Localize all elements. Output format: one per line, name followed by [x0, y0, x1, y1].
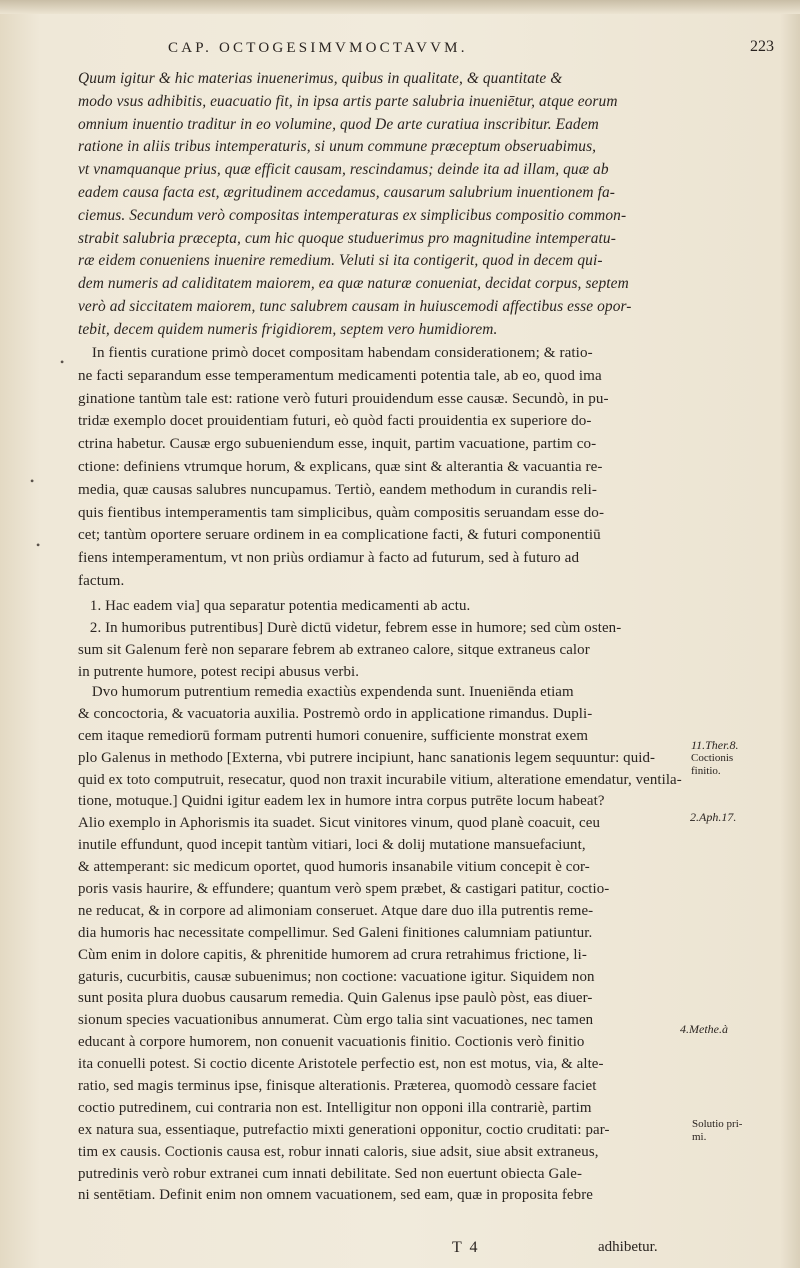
margin-mark: •	[36, 538, 41, 552]
text-line: & concoctoria, & vacuatoria auxilia. Postremò ordo in applicatione rimandus. Dupli-	[78, 705, 593, 722]
commentary-first	[78, 342, 686, 593]
main-text-italic	[78, 68, 686, 342]
text-line: in putrente humore, potest recipi abusus verbi.	[78, 663, 360, 680]
text-line: tebit, decem quidem numeris frigidiorem, septem vero humidiorem.	[78, 320, 498, 338]
text-line: ratio, sed magis terminus ipse, finisque alterationis. Præterea, quomodò cessare faciet	[78, 1078, 597, 1095]
text-line: fiens intemperamentum, vt non priùs ordiamur à facto ad futurum, sed à futuro ad	[78, 549, 580, 567]
marginal-note-aph: 2.Aph.17.	[690, 810, 737, 824]
commentary-second	[78, 682, 686, 1207]
marginal-note-ther	[691, 739, 738, 778]
margin-label: mi.	[692, 1131, 707, 1143]
text-line: tim ex causis. Coctionis causa est, robur innati caloris, siue adsit, siue absit extraneus,	[78, 1143, 599, 1160]
text-line: vt vnamquanque prius, quæ efficit causam, rescindamus; deinde ita ad illam, quæ ab	[78, 161, 609, 179]
margin-mark: •	[60, 355, 65, 369]
text-line: putredinis verò robur extranei cum innati debilitate. Sed non euertunt obiecta Gale-	[78, 1165, 583, 1182]
text-line: In fientis curatione primò docet compositam habendam considerationem; & ratio-	[91, 344, 593, 361]
page-edge-shadow	[0, 0, 800, 14]
text-line: Alio exemplo in Aphorismis ita suadet. Sicut vinitores vinum, quod planè coacuit, ceu	[78, 815, 601, 832]
text-line: ne reducat, & in corpore ad alimoniam conseruet. Atque dare duo illa putrentis reme-	[78, 902, 594, 919]
text-line: coctio putredinem, cui contraria non est. Intelligitur non opponi illa contrariè, partim	[78, 1099, 592, 1116]
page-number: 223	[750, 38, 774, 55]
text-line: ne facti separandum esse temperamentum medicamenti potentia tale, ab eo, quod ima	[78, 366, 602, 384]
text-line: media, quæ causas salubres nuncupamus. Tertiò, eandem methodum in curandis reli-	[78, 480, 598, 498]
text-line: & attemperant: sic medicum oportet, quod humoris insanabile vitium concepit è cor-	[78, 859, 590, 876]
text-line: gaturis, cucurbitis, causæ subuenimus; non coctione: vacuatione igitur. Siquidem non	[78, 968, 595, 985]
text-line: ratione in aliis tribus intemperaturis, si unum commune præceptum obseruabimus,	[78, 138, 597, 156]
catchword: adhibetur.	[598, 1239, 658, 1255]
text-line: cet; tantùm oportere seruare ordinem in ea complicatione facti, & futuri componentiū	[78, 526, 601, 544]
text-line: inutile effundunt, quod incepit tantùm vitiari, loci & dolij mutatione mansuefaciunt,	[78, 837, 586, 854]
margin-label: finitio.	[691, 765, 721, 777]
text-line: ciemus. Secundum verò compositas intemperaturas ex simplicibus compositio common-	[78, 206, 627, 224]
annotation-notes	[78, 596, 686, 684]
text-line: ginatione tantùm tale est: ratione verò futuri prouidendum esse causæ. Secundò, in pu-	[78, 389, 609, 407]
text-line: ctrina habetur. Causæ ergo subueniendum esse, inquit, partim vacuatione, partim co-	[78, 435, 597, 453]
text-line: educant à corpore humorem, non conuenit vacuationis finitio. Coctionis verò finitio	[78, 1034, 585, 1051]
text-line: tione, motuque.] Quidni igitur eadem lex in humore intra corpus putrēte locum habeat?	[78, 793, 605, 810]
text-line: poris vasis haurire, & effundere; quantum verò spem præbet, & castigari patitur, coctio-	[78, 881, 610, 898]
text-line: factum.	[78, 571, 125, 589]
text-line: ræ eidem conueniens inuenire remedium. Veluti si ita contigerit, quod in decem qui-	[78, 252, 603, 270]
text-line: strabit salubria præcepta, cum hic quoque studuerimus pro magnitudine intemperatu-	[78, 229, 616, 247]
text-line: ctione: definiens vtrumque horum, & explicans, quæ sint & alterantia & vacuantia re-	[78, 457, 603, 475]
text-line: ni sentētiam. Definit enim non omnem vacuationem, sed eam, quæ in proposita febre	[78, 1187, 593, 1204]
text-line: 1. Hac eadem via] qua separatur potentia medicamenti ab actu.	[89, 598, 471, 614]
text-line: modo vsus adhibitis, euacuatio fit, in ipsa artis parte salubria inueniētur, atque eorum	[78, 92, 618, 110]
text-line: sum sit Galenum ferè non separare febrem ab extraneo calore, sitque extraneus calor	[78, 641, 590, 658]
text-line: Cùm enim in dolore capitis, & phrenitide humorem ad crura retrahimus frictione, li-	[78, 946, 587, 963]
running-title: CAP. OCTOGESIMVMOCTAVVM.	[168, 40, 468, 56]
signature-mark: T 4	[452, 1239, 480, 1256]
margin-ref: 11.Ther.8.	[691, 738, 739, 752]
text-line: plo Galenus in methodo [Externa, vbi putrere incipiunt, hanc sanationis legem sequuntur: quid-	[78, 749, 656, 766]
text-line: dia humoris hac necessitate compellimur. Sed Galeni finitiones calumniam patiuntur.	[78, 924, 593, 941]
text-line: sionum species vacuationibus annumerat. Cùm ergo talia sint vacuationes, nec tamen	[78, 1012, 594, 1029]
text-line: cem itaque remediorū formam putrenti humori conuenire, sufficiente monstrat exem	[78, 727, 589, 744]
text-line: ex natura sua, essentiaque, putrefactio mixti generationi opponitur, coctio cruditati: par-	[78, 1121, 610, 1138]
text-line: quid ex toto computruit, resecatur, quod non traxit incurabile vitium, alteratione emendatur, ventila-	[78, 771, 682, 788]
marginal-note-method: 4.Methe.à	[680, 1022, 728, 1036]
margin-label: Solutio pri-	[692, 1118, 743, 1130]
text-line: eadem causa facta est, ægritudinem accedamus, causarum salubrium inuentionem fa-	[78, 183, 615, 201]
text-line: quis fientibus intemperamentis tam simplicibus, quàm compositis seruandam esse do-	[78, 503, 605, 521]
text-line: verò ad siccitatem maiorem, tunc salubrem causam in huiuscemodi affectibus esse opor-	[78, 297, 632, 315]
text-line: ita conuelli potest. Si coctio dicente Aristotele perfectio est, non est motus, via, & alte-	[78, 1056, 604, 1073]
text-line: dem numeris ad caliditatem maiorem, ea quæ naturæ conueniat, decidat corpus, septem	[78, 275, 629, 293]
marginal-note-solutio	[692, 1118, 742, 1144]
text-line: Dvo humorum putrentium remedia exactiùs expendenda sunt. Inueniēnda etiam	[91, 684, 574, 700]
text-line: sunt posita plura duobus causarum remedia. Quin Galenus ipse paulò pòst, eas diuer-	[78, 990, 593, 1007]
margin-mark: •	[30, 474, 35, 488]
text-line: tridæ exemplo docet prouidentiam futuri, eò quòd facti prouidentia ex superiore do-	[78, 412, 592, 430]
text-line: omnium inuentio traditur in eo volumine, quod De arte curatiua inscribitur. Eadem	[78, 115, 599, 133]
text-line: Quum igitur & hic materias inuenerimus, quibus in qualitate, & quantitate &	[78, 70, 563, 87]
margin-label: Coctionis	[691, 752, 734, 764]
text-line: 2. In humoribus putrentibus] Durè dictū videtur, febrem esse in humore; sed cùm osten-	[89, 619, 622, 636]
